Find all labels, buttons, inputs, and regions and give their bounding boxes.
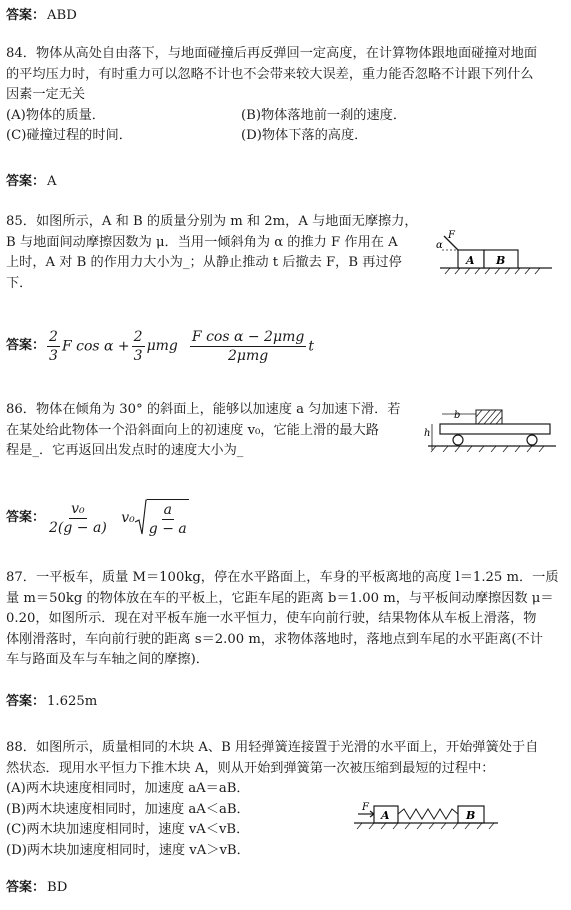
- question-86: [6, 400, 416, 462]
- option-d: (D)物体下落的高度．: [241, 128, 368, 143]
- question-85: [6, 212, 431, 294]
- formula-term: F cos α +: [61, 338, 130, 354]
- numerator: F cos α − 2μmg: [191, 328, 305, 345]
- answer-86: [6, 496, 563, 540]
- option-row: [6, 106, 563, 127]
- question-line: 84．物体从高处自由落下，与地面碰撞后再反弹回一定高度，在计算物体跟地面碰撞对地面: [6, 46, 538, 61]
- question-84: [6, 44, 563, 147]
- option-a: (A)物体的质量．: [6, 107, 105, 123]
- fraction: [190, 328, 306, 365]
- answer-83: [6, 6, 563, 27]
- radical-sign: [135, 498, 147, 538]
- numerator: v₀: [71, 500, 85, 517]
- block-b-label: B: [496, 254, 506, 267]
- option-b: (B)两木块速度相同时，加速度 aA＜aB．: [6, 801, 250, 817]
- question-line: B 与地面间动摩擦因数为 μ．当用一倾斜角为 α 的推力 F 作用在 A: [6, 234, 398, 250]
- question-line: 下．: [6, 275, 33, 291]
- numerator: 2: [49, 328, 58, 345]
- numerator: 2: [133, 328, 143, 345]
- option-d: (D)两木块加速度相同时，速度 vA＞vB．: [6, 842, 250, 858]
- question-line: 量 m＝50kg 的物体放在车的平板上，它距车尾的距离 b＝1.00 m，与平板间动摩擦因数 μ＝: [6, 590, 554, 606]
- question-line: 88．如图所示，质量相同的木块 A、B 用轻弹簧连接置于光滑的水平面上，开始弹簧处于自: [6, 740, 539, 755]
- answer-label: 答案：: [6, 174, 46, 189]
- answer-label: 答案：: [6, 337, 46, 353]
- question-line: 然状态．现用水平恒力下推木块 A，则从开始到弹簧第一次被压缩到最短的过程中：: [6, 760, 495, 776]
- answer-88: [6, 878, 563, 899]
- denominator: 3: [49, 347, 58, 364]
- question-line: 程是_．它再返回出发点时的速度大小为_: [6, 443, 244, 458]
- formula-term: v₀: [121, 510, 135, 526]
- answer-label: 答案：: [6, 8, 46, 23]
- block-a-label: A: [466, 254, 475, 267]
- force-label: F: [362, 802, 369, 813]
- answer-formula: [45, 498, 189, 538]
- fraction: [47, 500, 109, 537]
- question-line: 车与路面及车与车轴之间的摩擦)．: [6, 652, 209, 667]
- answer-value: A: [47, 174, 57, 189]
- height-label: h: [424, 428, 431, 439]
- fraction: [147, 499, 189, 538]
- option-b: (B)物体落地前一刹的速度．: [241, 107, 407, 123]
- option-c: (C)两木块加速度相同时，速度 vA＜vB．: [6, 822, 250, 837]
- distance-label: b: [454, 410, 461, 421]
- answer-value: ABD: [47, 8, 77, 23]
- force-label: F: [448, 230, 455, 241]
- question-87: [6, 568, 563, 671]
- question-line: 的平均压力时，有时重力可以忽略不计也不会带来较大误差，重力能否忽略不计跟下列什么: [6, 66, 534, 82]
- option-row: [6, 126, 563, 147]
- fraction: [132, 328, 145, 365]
- question-line: 86．物体在倾角为 30° 的斜面上，能够以加速度 a 匀加速下滑．若: [6, 402, 401, 417]
- fraction: [47, 328, 60, 365]
- answer-value: 1.625m: [47, 694, 98, 709]
- question-line: 85．如图所示，A 和 B 的质量分别为 m 和 2m，A 与地面无摩擦力，: [6, 214, 418, 229]
- question-line: 87．一平板车，质量 M＝100kg，停在水平路面上，车身的平板离地的高度 l＝1.25 m．一质: [6, 570, 559, 585]
- answer-label: 答案：: [6, 509, 46, 525]
- formula-term: μmg: [146, 338, 178, 354]
- cart-wheel: [527, 435, 537, 445]
- figure-88: [352, 796, 502, 830]
- formula-term: t: [308, 338, 314, 354]
- denominator: 2μmg: [227, 347, 269, 364]
- figure-85: [436, 228, 556, 278]
- answer-label: 答案：: [6, 880, 46, 895]
- figure-86: [420, 404, 560, 460]
- alpha-label: α: [436, 240, 443, 251]
- cart-board: [440, 424, 550, 434]
- block-a-label: A: [381, 809, 390, 822]
- answer-85: [6, 326, 563, 366]
- denominator: g − a: [148, 520, 187, 537]
- square-root: [135, 498, 189, 538]
- option-a: (A)两木块速度相同时，加速度 aA＝aB．: [6, 781, 250, 796]
- answer-formula: [45, 328, 314, 365]
- spring: [398, 809, 458, 819]
- question-line: 体刚滑落时，车向前行驶的距离 s＝2.00 m，求物体落地时，落地点到车尾的水平距离(不计: [6, 631, 543, 647]
- option-c: (C)碰撞过程的时间．: [6, 128, 132, 143]
- answer-label: 答案：: [6, 694, 46, 709]
- block-b-label: B: [466, 809, 476, 822]
- question-line: 在某处给此物体一个沿斜面向上的初速度 v₀，它能上滑的最大路: [6, 422, 379, 438]
- denominator: 3: [133, 347, 143, 364]
- question-line: 0.20，如图所示．现在对平板车施一水平恒力，使车向前行驶，结果物体从车板上滑落，物: [6, 611, 537, 626]
- answer-value: BD: [47, 880, 68, 895]
- cart-wheel: [453, 435, 463, 445]
- question-line: 上时，A 对 B 的作用力大小为_；从静止推动 t 后撤去 F，B 再过停: [6, 255, 402, 270]
- answer-84: [6, 172, 563, 193]
- question-line: 因素一定无关: [6, 87, 86, 102]
- numerator: a: [163, 501, 172, 518]
- answer-87: [6, 692, 563, 713]
- denominator: 2(g − a): [49, 519, 107, 536]
